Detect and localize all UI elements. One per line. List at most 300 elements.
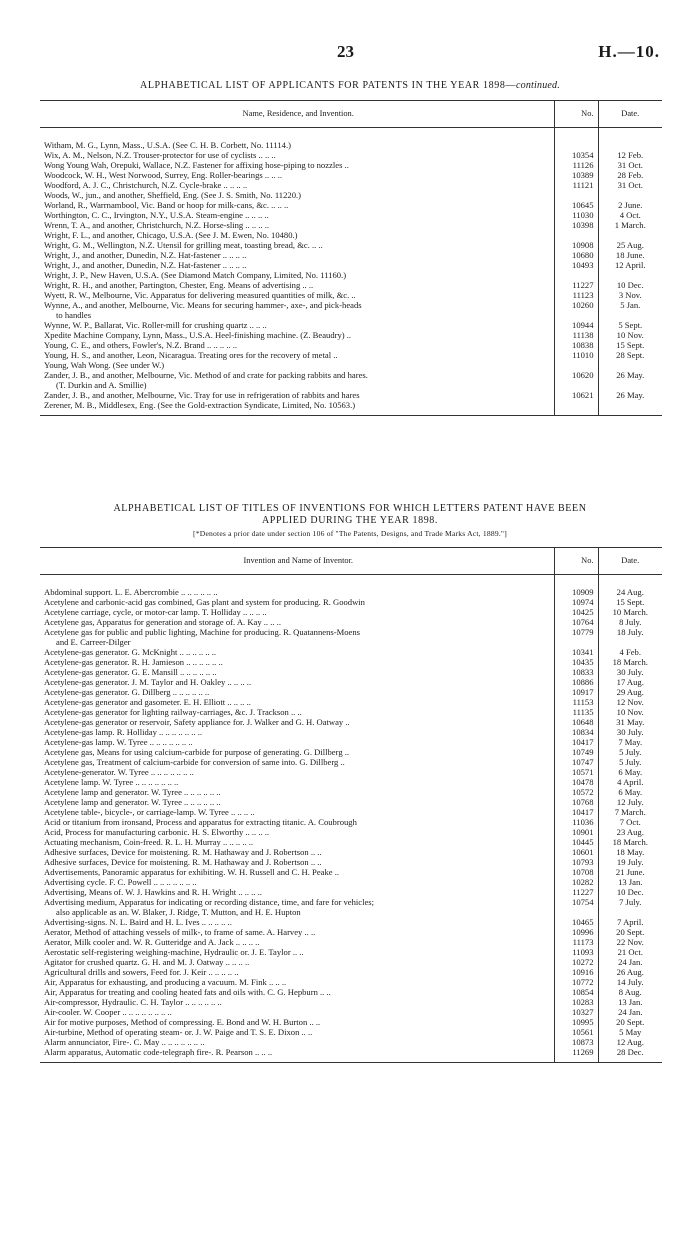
entry-text: Wright, R. H., and another, Partington, Chester, Eng. Means of advertising .. .. xyxy=(44,280,314,290)
entry-date: 31 May. xyxy=(598,717,662,727)
entry-text: Advertisements, Panoramic apparatus for exhibiting. W. H. Russell and C. H. Peake .. xyxy=(44,867,339,877)
section2-note: [*Denotes a prior date under section 106 of "The Patents, Designs, and Trade Marks Act, 1889."] xyxy=(193,529,507,538)
entry-text: (T. Durkin and A. Smillie) xyxy=(56,380,147,390)
table-row xyxy=(40,947,662,957)
table-row xyxy=(40,260,662,270)
table-row xyxy=(40,677,662,687)
table-row xyxy=(40,957,662,967)
entry-number xyxy=(554,907,598,917)
entry-text: Actuating mechanism, Coin-freed. R. L. H. Murray .. .. .. .. .. xyxy=(44,837,254,847)
column-header-date: Date. xyxy=(598,548,662,575)
entry-number: 10834 xyxy=(554,727,598,737)
entry-date: 5 Sept. xyxy=(598,320,662,330)
entry-number: 10833 xyxy=(554,667,598,677)
entry-text: Agitator for crushed quartz. G. H. and M. J. Oatway .. .. .. .. xyxy=(44,957,250,967)
inventions-table-body xyxy=(40,575,662,1063)
entry-number: 11269 xyxy=(554,1047,598,1063)
entry-text: Acetylene-gas generator for lighting railway-carriages, &c. J. Trackson .. .. xyxy=(44,707,302,717)
entry-date: 12 Feb. xyxy=(598,150,662,160)
column-header-no: No. xyxy=(554,101,598,128)
entry-text: Advertising-signs. N. L. Baird and H. L. Ives .. .. .. .. .. xyxy=(44,917,232,927)
entry-number: 11126 xyxy=(554,160,598,170)
entry-number: 10425 xyxy=(554,607,598,617)
entry-date: 15 Sept. xyxy=(598,340,662,350)
table-row xyxy=(40,827,662,837)
entry-date: 12 July. xyxy=(598,797,662,807)
entry-text: Acetylene and carbonic-acid gas combined, Gas plant and system for producing. R. Goodwin xyxy=(44,597,365,607)
entry-text: Acetylene-gas generator. G. Dillberg .. .. .. .. .. .. xyxy=(44,687,210,697)
entry-date: 10 Nov. xyxy=(598,707,662,717)
entry-date: 12 Aug. xyxy=(598,1037,662,1047)
entry-date: 24 Jan. xyxy=(598,1007,662,1017)
entry-date: 7 July. xyxy=(598,897,662,907)
entry-number: 10768 xyxy=(554,797,598,807)
entry-number: 10282 xyxy=(554,877,598,887)
table-row xyxy=(40,320,662,330)
table-row xyxy=(40,200,662,210)
entry-number: 10260 xyxy=(554,300,598,310)
entry-number: 11153 xyxy=(554,697,598,707)
entry-number: 10493 xyxy=(554,260,598,270)
entry-number: 10772 xyxy=(554,977,598,987)
entry-number: 10995 xyxy=(554,1017,598,1027)
entry-number: 11135 xyxy=(554,707,598,717)
entry-number: 11121 xyxy=(554,180,598,190)
table-row xyxy=(40,887,662,897)
entry-text: Wright, G. M., Wellington, N.Z. Utensil for grilling meat, toasting bread, &c. .. .. xyxy=(44,240,323,250)
entry-text: Wynne, W. P., Ballarat, Vic. Roller-mill for crushing quartz .. .. .. xyxy=(44,320,267,330)
entry-number: 11036 xyxy=(554,817,598,827)
entry-text: Aerostatic self-registering weighing-machine, Hydraulic or. J. E. Taylor .. .. xyxy=(44,947,304,957)
entry-text: Woodcock, W. H., West Norwood, Surrey, Eng. Roller-bearings .. .. .. xyxy=(44,170,283,180)
entry-number xyxy=(554,270,598,280)
section2-title-line2: APPLIED DURING THE YEAR 1898. xyxy=(261,515,438,526)
table-row xyxy=(40,727,662,737)
entry-date: 18 June. xyxy=(598,250,662,260)
entry-text: Wright, F. L., and another, Chicago, U.S.A. (See J. M. Ewen, No. 10480.) xyxy=(44,230,298,240)
entry-text: Acetylene-gas generator. R. H. Jamieson .. .. .. .. .. .. xyxy=(44,657,223,667)
entry-number: 10571 xyxy=(554,767,598,777)
entry-number: 10645 xyxy=(554,200,598,210)
entry-text: Zander, J. B., and another, Melbourne, Vic. Tray for use in refrigeration of rabbits and hares xyxy=(44,390,360,400)
table-row xyxy=(40,807,662,817)
table-row xyxy=(40,657,662,667)
entry-date: 4 April. xyxy=(598,777,662,787)
spacer-row xyxy=(40,575,662,588)
section1-title xyxy=(40,80,660,91)
table-row xyxy=(40,997,662,1007)
entry-text: Acetylene carriage, cycle, or motor-car lamp. T. Holliday .. .. .. .. xyxy=(44,607,267,617)
table-row xyxy=(40,220,662,230)
entry-number: 10886 xyxy=(554,677,598,687)
entry-number: 11123 xyxy=(554,290,598,300)
entry-date xyxy=(598,380,662,390)
table-row xyxy=(40,310,662,320)
column-header-no: No. xyxy=(554,548,598,575)
table-row xyxy=(40,917,662,927)
entry-number: 10917 xyxy=(554,687,598,697)
entry-text: Witham, M. G., Lynn, Mass., U.S.A. (See C. H. B. Corbett, No. 11114.) xyxy=(44,140,291,150)
entry-date: 29 Aug. xyxy=(598,687,662,697)
entry-text: Adhesive surfaces, Device for moistening. R. M. Hathaway and J. Robertson .. .. xyxy=(44,847,322,857)
entry-text: Air, Apparatus for treating and cooling heated fats and oils with. C. G. Hepburn .. .. xyxy=(44,987,331,997)
table-row xyxy=(40,280,662,290)
entry-text: Wyett, R. W., Melbourne, Vic. Apparatus for delivering measured quantities of milk, &c. .. xyxy=(44,290,356,300)
spacer-row xyxy=(40,128,662,141)
table-row xyxy=(40,360,662,370)
entry-text: Air-cooler. W. Cooper .. .. .. .. .. .. .. .. xyxy=(44,1007,172,1017)
entry-number: 10996 xyxy=(554,927,598,937)
table-row xyxy=(40,180,662,190)
entry-text: Zander, J. B., and another, Melbourne, Vic. Method of and crate for packing rabbits and hares. xyxy=(44,370,368,380)
applicants-table-header xyxy=(40,101,662,128)
table-row xyxy=(40,270,662,280)
table-row xyxy=(40,837,662,847)
entry-number: 10908 xyxy=(554,240,598,250)
entry-number: 10398 xyxy=(554,220,598,230)
entry-date: 10 Dec. xyxy=(598,280,662,290)
entry-text: Wright, J., and another, Dunedin, N.Z. Hat-fastener .. .. .. .. xyxy=(44,260,247,270)
entry-date xyxy=(598,637,662,647)
entry-number xyxy=(554,400,598,416)
entry-text: Wright, J., and another, Dunedin, N.Z. Hat-fastener .. .. .. .. xyxy=(44,250,247,260)
table-row xyxy=(40,967,662,977)
entry-date: 28 Dec. xyxy=(598,1047,662,1063)
entry-date: 26 May. xyxy=(598,370,662,380)
entry-text: Air-compressor, Hydraulic. C. H. Taylor .. .. .. .. .. .. xyxy=(44,997,222,1007)
table-row xyxy=(40,150,662,160)
entry-number: 10621 xyxy=(554,390,598,400)
entry-text: Worthington, C. C., Irvington, N.Y., U.S.A. Steam-engine .. .. .. .. xyxy=(44,210,269,220)
table-row xyxy=(40,857,662,867)
entry-number: 10445 xyxy=(554,837,598,847)
entry-number xyxy=(554,230,598,240)
entry-text: Wright, J. P., New Haven, U.S.A. (See Diamond Match Company, Limited, No. 11160.) xyxy=(44,270,347,280)
entry-number: 10435 xyxy=(554,657,598,667)
table-row xyxy=(40,1037,662,1047)
entry-date: 3 Nov. xyxy=(598,290,662,300)
entry-date: 17 Aug. xyxy=(598,677,662,687)
entry-number: 10754 xyxy=(554,897,598,907)
inventions-table xyxy=(40,547,662,1063)
table-row xyxy=(40,897,662,907)
table-row xyxy=(40,390,662,400)
entry-number: 10747 xyxy=(554,757,598,767)
entry-text: Air-turbine, Method of operating steam- or. J. W. Paige and T. S. E. Dixon .. .. xyxy=(44,1027,313,1037)
column-header-main: Name, Residence, and Invention. xyxy=(40,101,554,128)
table-row xyxy=(40,747,662,757)
table-row xyxy=(40,300,662,310)
table-row xyxy=(40,250,662,260)
entry-date: 10 March. xyxy=(598,607,662,617)
table-row xyxy=(40,290,662,300)
applicants-table xyxy=(40,100,662,416)
entry-date: 26 Aug. xyxy=(598,967,662,977)
entry-date: 19 July. xyxy=(598,857,662,867)
section2-title xyxy=(40,503,660,527)
entry-date: 10 Dec. xyxy=(598,887,662,897)
entry-number: 10561 xyxy=(554,1027,598,1037)
entry-date: 12 Nov. xyxy=(598,697,662,707)
entry-date: 5 Jan. xyxy=(598,300,662,310)
table-row xyxy=(40,977,662,987)
entry-date: 18 July. xyxy=(598,627,662,637)
entry-date: 30 July. xyxy=(598,727,662,737)
entry-number: 10974 xyxy=(554,597,598,607)
entry-date: 28 Sept. xyxy=(598,350,662,360)
entry-date xyxy=(598,400,662,416)
section2-title-line1: ALPHABETICAL LIST OF TITLES OF INVENTIONS FOR WHICH LETTERS PATENT HAVE BEEN xyxy=(113,503,587,514)
entry-number: 10779 xyxy=(554,627,598,637)
entry-date: 24 Aug. xyxy=(598,587,662,597)
entry-date: 20 Sept. xyxy=(598,927,662,937)
entry-date: 24 Jan. xyxy=(598,957,662,967)
entry-date: 21 Oct. xyxy=(598,947,662,957)
entry-date: 7 May. xyxy=(598,737,662,747)
entry-text: Acetylene-gas generator. G. E. Mansill .. .. .. .. .. .. xyxy=(44,667,217,677)
table-row xyxy=(40,607,662,617)
entry-date: 12 April. xyxy=(598,260,662,270)
table-row xyxy=(40,587,662,597)
entry-number xyxy=(554,380,598,390)
table-row xyxy=(40,1017,662,1027)
entry-date: 4 Oct. xyxy=(598,210,662,220)
table-row xyxy=(40,867,662,877)
entry-number: 10916 xyxy=(554,967,598,977)
entry-number: 10680 xyxy=(554,250,598,260)
entry-number: 10708 xyxy=(554,867,598,877)
entry-number: 10620 xyxy=(554,370,598,380)
entry-text: Acetylene gas, Treatment of calcium-carbide for conversion of same into. G. Dillberg .. xyxy=(44,757,345,767)
entry-text: Acetylene lamp. W. Tyree .. .. .. .. .. .. .. xyxy=(44,777,179,787)
entry-text: Aerator, Method of attaching vessels of milk-, to frame of same. A. Harvey .. .. xyxy=(44,927,316,937)
entry-number: 10944 xyxy=(554,320,598,330)
table-row xyxy=(40,240,662,250)
table-row xyxy=(40,787,662,797)
entry-date: 15 Sept. xyxy=(598,597,662,607)
table-row xyxy=(40,927,662,937)
entry-text: Acetylene-gas generator and gasometer. E. H. Elliott .. .. .. .. xyxy=(44,697,251,707)
entry-date: 30 July. xyxy=(598,667,662,677)
entry-text: Acid, Process for manufacturing carbonic. H. S. Elworthy .. .. .. .. xyxy=(44,827,270,837)
table-row xyxy=(40,797,662,807)
table-row xyxy=(40,877,662,887)
entry-number: 10764 xyxy=(554,617,598,627)
entry-date: 5 July. xyxy=(598,757,662,767)
column-header-main: Invention and Name of Inventor. xyxy=(40,548,554,575)
entry-text: Acetylene gas, Apparatus for generation and storage of. A. Kay .. .. .. xyxy=(44,617,281,627)
table-row xyxy=(40,907,662,917)
entry-text: Alarm annunciator, Fire-. C. May .. .. .. .. .. .. .. xyxy=(44,1037,205,1047)
entry-number: 10601 xyxy=(554,847,598,857)
entry-text: Acetylene-gas lamp. R. Holliday .. .. .. .. .. .. .. xyxy=(44,727,202,737)
table-row xyxy=(40,380,662,390)
entry-number: 11030 xyxy=(554,210,598,220)
inventions-table-header xyxy=(40,548,662,575)
entry-text: Air for motive purposes, Method of compressing. E. Bond and W. H. Burton .. .. xyxy=(44,1017,321,1027)
entry-date: 5 May xyxy=(598,1027,662,1037)
table-row xyxy=(40,1027,662,1037)
table-row xyxy=(40,190,662,200)
entry-text: to handles xyxy=(56,310,92,320)
entry-text: Advertising, Means of. W. J. Hawkins and R. H. Wright .. .. .. .. xyxy=(44,887,262,897)
document-reference: H.—10. xyxy=(598,42,660,61)
table-row xyxy=(40,717,662,727)
entry-text: Advertising cycle. F. C. Powell .. .. .. .. .. .. .. xyxy=(44,877,197,887)
entry-number: 11138 xyxy=(554,330,598,340)
entry-date: 6 May. xyxy=(598,787,662,797)
entry-text: Acetylene lamp and generator. W. Tyree .. .. .. .. .. .. xyxy=(44,787,221,797)
entry-text: Acetylene-gas generator. G. McKnight .. .. .. .. .. .. xyxy=(44,647,217,657)
table-row xyxy=(40,697,662,707)
entry-number: 10327 xyxy=(554,1007,598,1017)
entry-number: 10417 xyxy=(554,807,598,817)
entry-text: Agricultural drills and sowers, Feed for. J. Keir .. .. .. .. .. xyxy=(44,967,239,977)
entry-text: Advertising medium, Apparatus for indicating or recording distance, time, and fare for vehicles; xyxy=(44,897,375,907)
entry-number xyxy=(554,190,598,200)
entry-date: 13 Jan. xyxy=(598,997,662,1007)
entry-number: 10648 xyxy=(554,717,598,727)
entry-date xyxy=(598,907,662,917)
entry-number: 10873 xyxy=(554,1037,598,1047)
table-row xyxy=(40,737,662,747)
entry-number xyxy=(554,140,598,150)
entry-date: 22 Nov. xyxy=(598,937,662,947)
entry-date: 20 Sept. xyxy=(598,1017,662,1027)
table-row xyxy=(40,370,662,380)
table-row xyxy=(40,1007,662,1017)
table-row xyxy=(40,140,662,150)
entry-text: Acetylene-gas generator. J. M. Taylor and H. Oakley .. .. .. .. xyxy=(44,677,252,687)
entry-number: 10341 xyxy=(554,647,598,657)
entry-text: Acetylene gas, Means for using calcium-carbide for purpose of generating. G. Dillberg .. xyxy=(44,747,350,757)
entry-date xyxy=(598,230,662,240)
entry-date: 7 Oct. xyxy=(598,817,662,827)
table-row xyxy=(40,937,662,947)
entry-number: 10572 xyxy=(554,787,598,797)
entry-number: 10793 xyxy=(554,857,598,867)
entry-text: Acetylene table-, bicycle-, or carriage-lamp. W. Tyree .. .. .. .. xyxy=(44,807,255,817)
section1-title-continued: continued. xyxy=(516,80,560,91)
table-row xyxy=(40,847,662,857)
entry-text: Adhesive surfaces, Device for moistening. R. M. Hathaway and J. Robertson .. .. xyxy=(44,857,322,867)
entry-date: 10 Nov. xyxy=(598,330,662,340)
entry-date: 23 Aug. xyxy=(598,827,662,837)
entry-date: 31 Oct. xyxy=(598,160,662,170)
entry-date: 7 March. xyxy=(598,807,662,817)
entry-date: 7 April. xyxy=(598,917,662,927)
entry-text: Xpedite Machine Company, Lynn, Mass., U.S.A. Heel-finishing machine. (Z. Beaudry) .. xyxy=(44,330,352,340)
entry-text: Wynne, A., and another, Melbourne, Vic. Means for securing hammer-, axe-, and pick-heads xyxy=(44,300,362,310)
entry-number: 10417 xyxy=(554,737,598,747)
entry-date: 8 Aug. xyxy=(598,987,662,997)
entry-number: 10389 xyxy=(554,170,598,180)
entry-text: Young, C. E., and others, Fowler's, N.Z. Brand .. .. .. .. .. xyxy=(44,340,238,350)
entry-date xyxy=(598,190,662,200)
entry-text: Acetylene-generator. W. Tyree .. .. .. .. .. .. .. xyxy=(44,767,194,777)
entry-text: Air, Apparatus for exhausting, and producing a vacuum. M. Fink .. .. .. xyxy=(44,977,287,987)
table-row xyxy=(40,647,662,657)
entry-date: 28 Feb. xyxy=(598,170,662,180)
table-row xyxy=(40,777,662,787)
entry-number: 10749 xyxy=(554,747,598,757)
table-row xyxy=(40,400,662,416)
entry-date: 25 Aug. xyxy=(598,240,662,250)
entry-text: Acetylene-gas lamp. W. Tyree .. .. .. .. .. .. .. xyxy=(44,737,193,747)
table-row xyxy=(40,637,662,647)
table-row xyxy=(40,1047,662,1063)
table-row xyxy=(40,170,662,180)
entry-text: Acetylene-gas generator or reservoir, Safety appliance for. J. Walker and G. H. Oatway .. xyxy=(44,717,350,727)
entry-text: Wong Young Wah, Orepuki, Wallace, N.Z. Fastener for affixing hose-piping to nozzles .. xyxy=(44,160,349,170)
table-row xyxy=(40,667,662,677)
entry-date: 1 March. xyxy=(598,220,662,230)
entry-number xyxy=(554,360,598,370)
entry-number: 10283 xyxy=(554,997,598,1007)
entry-text: Alarm apparatus, Automatic code-telegraph fire-. R. Pearson .. .. .. xyxy=(40,1047,554,1063)
table-row xyxy=(40,707,662,717)
page-number: 23 xyxy=(337,42,354,61)
table-row xyxy=(40,987,662,997)
entry-text: Worland, R., Warrnambool, Vic. Band or hoop for milk-cans, &c. .. .. .. xyxy=(44,200,289,210)
entry-date xyxy=(598,270,662,280)
section1-title-text: ALPHABETICAL LIST OF APPLICANTS FOR PATENTS IN THE YEAR 1898— xyxy=(140,80,517,91)
entry-text: and E. Carreer-Dilger xyxy=(56,637,131,647)
entry-number xyxy=(554,310,598,320)
entry-date: 5 July. xyxy=(598,747,662,757)
entry-text: Aerator, Milk cooler and. W. R. Gutteridge and A. Jack .. .. .. .. xyxy=(44,937,260,947)
table-row xyxy=(40,687,662,697)
entry-text: Acid or titanium from ironsand, Process and apparatus for extracting titanic. A. Coubrough xyxy=(44,817,357,827)
entry-text: also applicable as an. W. Blaker, J. Ridge, T. Mutton, and H. E. Hupton xyxy=(56,907,301,917)
entry-number: 10838 xyxy=(554,340,598,350)
table-row xyxy=(40,340,662,350)
entry-text: Young, Wah Wong. (See under W.) xyxy=(44,360,165,370)
table-row xyxy=(40,210,662,220)
entry-date: 13 Jan. xyxy=(598,877,662,887)
table-row xyxy=(40,160,662,170)
page-header xyxy=(0,42,700,64)
entry-text: Acetylene lamp and generator. W. Tyree .. .. .. .. .. .. xyxy=(44,797,221,807)
entry-number: 11227 xyxy=(554,280,598,290)
entry-number: 11227 xyxy=(554,887,598,897)
entry-text: Wrenn, T. A., and another, Christchurch, N.Z. Horse-sling .. .. .. .. xyxy=(44,220,270,230)
entry-date xyxy=(598,140,662,150)
entry-number: 10901 xyxy=(554,827,598,837)
entry-text: Abdominal support. L. E. Abercrombie .. .. .. .. .. .. xyxy=(44,587,218,597)
entry-number: 10465 xyxy=(554,917,598,927)
table-row xyxy=(40,627,662,637)
entry-number: 10478 xyxy=(554,777,598,787)
entry-date: 18 March. xyxy=(598,657,662,667)
entry-date xyxy=(598,360,662,370)
table-row xyxy=(40,617,662,627)
table-row xyxy=(40,230,662,240)
entry-number: 11010 xyxy=(554,350,598,360)
entry-text: Zerener, M. B., Middlesex, Eng. (See the Gold-extraction Syndicate, Limited, No. 10563.) xyxy=(40,400,554,416)
entry-date: 18 May. xyxy=(598,847,662,857)
table-row xyxy=(40,330,662,340)
entry-number xyxy=(554,637,598,647)
entry-text: Woodford, A. J. C., Christchurch, N.Z. Cycle-brake .. .. .. .. xyxy=(44,180,248,190)
entry-number: 11173 xyxy=(554,937,598,947)
entry-date: 26 May. xyxy=(598,390,662,400)
entry-date: 31 Oct. xyxy=(598,180,662,190)
entry-date: 21 June. xyxy=(598,867,662,877)
entry-date: 8 July. xyxy=(598,617,662,627)
entry-date: 4 Feb. xyxy=(598,647,662,657)
entry-date: 2 June. xyxy=(598,200,662,210)
